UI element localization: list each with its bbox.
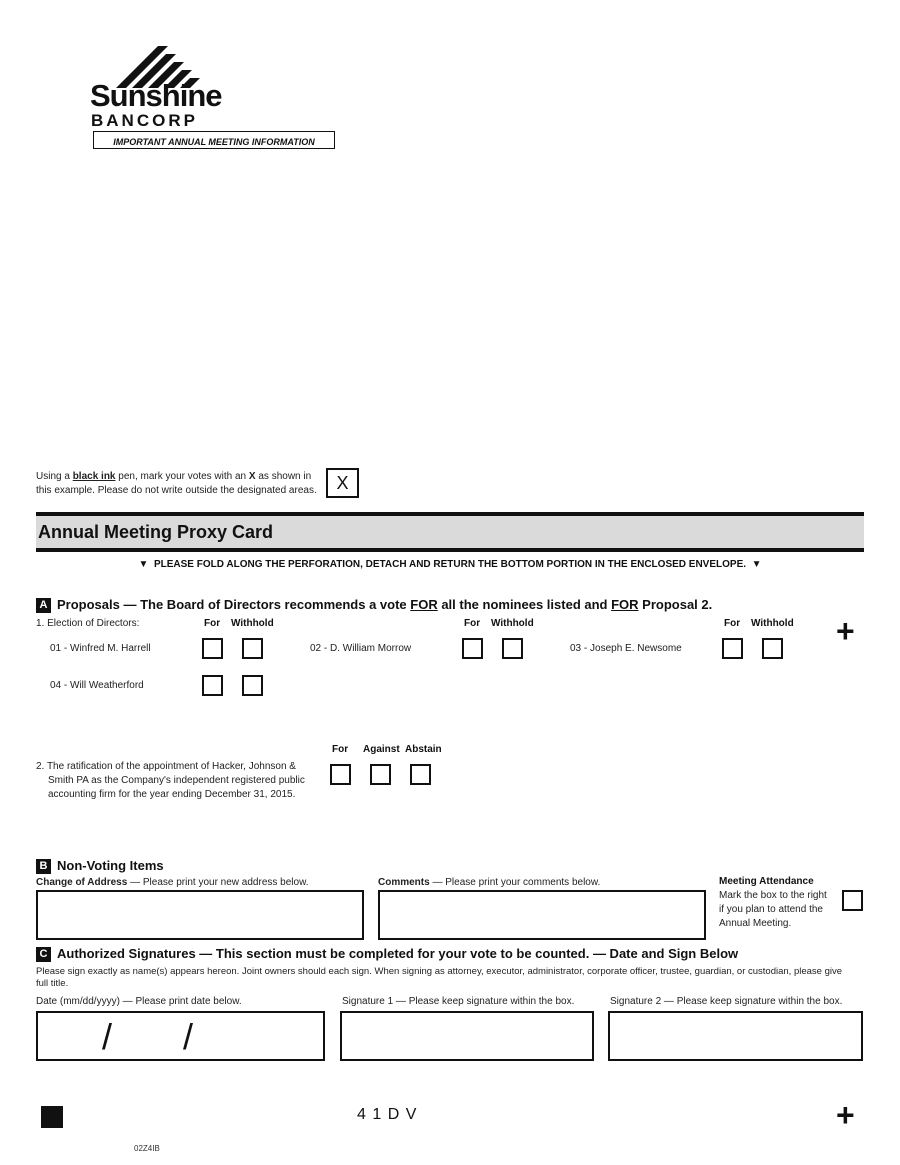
signature-instructions: Please sign exactly as name(s) appears hereon. Joint owners should each sign. When signing as attorney, executor, administrator, corporate officer, trustee, guardian, or custodian, please give full title. [36,966,843,989]
fold-instruction: ▼ PLEASE FOLD ALONG THE PERFORATION, DETACH AND RETURN THE BOTTOM PORTION IN THE ENCLOSED ENVELOPE. ▼ [138,559,762,570]
signature-2-label: Signature 2 — Please keep signature within the box. [610,996,843,1007]
logo-subname: BANCORP [91,111,198,130]
logo-banner-text: IMPORTANT ANNUAL MEETING INFORMATION [113,137,315,147]
down-triangle-icon: ▼ [138,559,149,570]
nominee-03-withhold-checkbox[interactable] [762,638,783,659]
logo-banner [93,131,335,149]
col-for-header: For [204,618,221,629]
date-label: Date (mm/dd/yyyy) — Please print date below. [36,996,242,1007]
proposal-2-for-checkbox[interactable] [330,764,351,785]
nominee-01-for-checkbox[interactable] [202,638,223,659]
registration-plus-icon: + [836,1097,855,1133]
registration-square-icon [41,1106,63,1128]
registration-plus-icon: + [836,613,855,649]
col-for-header: For [724,618,741,629]
marking-instructions: Using a black ink pen, mark your votes with an X as shown in this example. Please do not write outside the designated areas. [36,471,317,496]
signature-1-label: Signature 1 — Please keep signature within the box. [342,996,575,1007]
proposal-2-abstain-checkbox[interactable] [410,764,431,785]
card-title: Annual Meeting Proxy Card [38,522,274,542]
form-id: 02Z4IB [134,1144,160,1153]
col-for-header: For [464,618,481,629]
nominee-04-withhold-checkbox[interactable] [242,675,263,696]
down-triangle-icon: ▼ [751,559,762,570]
section-a-badge: A [36,598,51,613]
comments-label: Comments — Please print your comments below. [378,877,601,888]
proposal-2-text: 2. The ratification of the appointment of Hacker, Johnson & Smith PA as the Company's independent registered public accounting firm for the year ending December 31, 2015. [36,761,305,800]
card-title-bar [36,512,864,552]
p2-abstain-header: Abstain [405,744,442,755]
nominee-03-for-checkbox[interactable] [722,638,743,659]
meeting-attendance-checkbox[interactable] [842,890,863,911]
nominee-label: 02 - D. William Morrow [310,643,412,654]
nominee-02-for-checkbox[interactable] [462,638,483,659]
col-withhold-header: Withhold [231,618,274,629]
date-separator: / [102,1016,113,1057]
p2-against-header: Against [363,744,400,755]
col-withhold-header: Withhold [751,618,794,629]
form-code: 4 1 D V [357,1106,418,1123]
example-mark-box: X [326,468,359,498]
change-address-label: Change of Address — Please print your new address below. [36,877,309,888]
election-label: 1. Election of Directors: [36,618,140,629]
logo-name: Sunshine [90,78,222,113]
section-b-badge: B [36,859,51,874]
section-c-badge: C [36,947,51,962]
nominee-label: 03 - Joseph E. Newsome [570,643,682,654]
change-address-field[interactable] [36,890,364,940]
nominee-label: 04 - Will Weatherford [50,680,144,691]
date-separator: / [183,1016,194,1057]
nominee-02-withhold-checkbox[interactable] [502,638,523,659]
nominee-04-for-checkbox[interactable] [202,675,223,696]
company-logo [88,46,338,152]
signature-1-field[interactable] [340,1011,594,1061]
col-withhold-header: Withhold [491,618,534,629]
section-c-title: C Authorized Signatures — This section must be completed for your vote to be counted. — Date and Sign Below [36,946,738,962]
nominee-01-withhold-checkbox[interactable] [242,638,263,659]
comments-field[interactable] [378,890,706,940]
meeting-attendance: Meeting Attendance Mark the box to the right if you plan to attend the Annual Meeting. [719,876,827,929]
section-a-title: A Proposals — The Board of Directors recommends a vote FOR all the nominees listed and FOR Proposal 2. [36,597,712,613]
nominee-label: 01 - Winfred M. Harrell [50,643,151,654]
date-field[interactable] [36,1011,325,1061]
proposal-2-against-checkbox[interactable] [370,764,391,785]
p2-for-header: For [332,744,349,755]
section-b-title: B Non-Voting Items [36,858,164,874]
signature-2-field[interactable] [608,1011,863,1061]
